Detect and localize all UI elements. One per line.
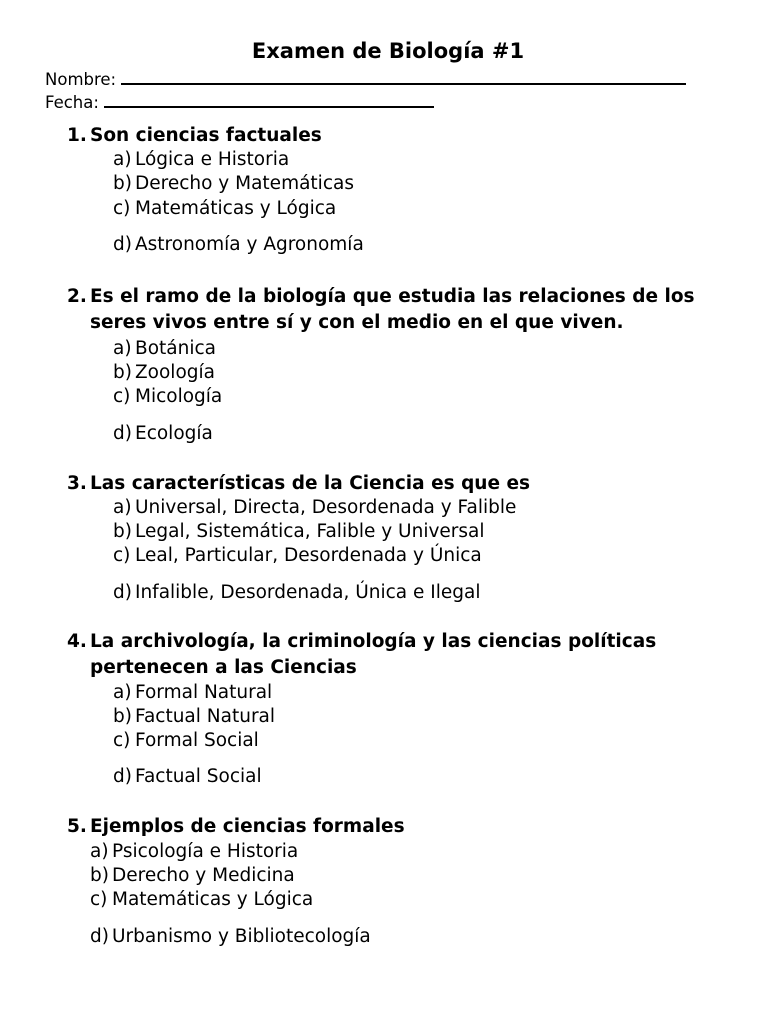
option-letter: b)	[113, 521, 132, 542]
option-text: Matemáticas y Lógica	[112, 889, 314, 910]
question-3	[67, 471, 747, 497]
question-text: Ejemplos de ciencias formales	[90, 816, 405, 837]
option-text: Leal, Particular, Desordenada y Única	[135, 545, 482, 566]
option-letter: d)	[113, 582, 132, 603]
date-label: Fecha:	[45, 93, 99, 112]
name-label: Nombre:	[45, 70, 117, 89]
date-field	[45, 90, 434, 114]
question-number: 4.	[67, 631, 87, 652]
question-5	[67, 814, 747, 840]
option-text: Formal Social	[135, 730, 259, 751]
question-number: 1.	[67, 125, 87, 146]
option-letter: b)	[90, 865, 109, 886]
question-text: Es el ramo de la biología que estudia las relaciones de los seres vivos entre sí y con el medio en el que viven.	[90, 286, 695, 333]
question-number: 2.	[67, 286, 87, 307]
option-text: Matemáticas y Lógica	[135, 198, 337, 219]
option-letter: c)	[113, 386, 131, 407]
option-letter: a)	[113, 338, 132, 359]
question-text: Son ciencias factuales	[90, 125, 322, 146]
option-letter: c)	[113, 198, 131, 219]
option-letter: d)	[113, 423, 132, 444]
option-text: Universal, Directa, Desordenada y Falible	[135, 497, 517, 518]
question-text: Las características de la Ciencia es que es	[90, 473, 531, 494]
question-number: 5.	[67, 816, 87, 837]
option-letter: b)	[113, 706, 132, 727]
option-letter: a)	[113, 682, 132, 703]
option-text: Botánica	[135, 338, 216, 359]
option-text: Astronomía y Agronomía	[135, 234, 364, 255]
option-letter: c)	[113, 730, 131, 751]
option-letter: b)	[113, 362, 132, 383]
option-letter: b)	[113, 173, 132, 194]
option-letter: d)	[113, 766, 132, 787]
option-text: Urbanismo y Bibliotecología	[112, 926, 371, 947]
date-input-line[interactable]	[104, 90, 434, 108]
page-title: Examen de Biología #1	[251, 39, 525, 63]
option-text: Ecología	[135, 423, 213, 444]
option-letter: a)	[113, 149, 132, 170]
option-text: Factual Social	[135, 766, 262, 787]
question-number: 3.	[67, 473, 87, 494]
option-text: Formal Natural	[135, 682, 273, 703]
option-letter: d)	[90, 926, 109, 947]
option-text: Infalible, Desordenada, Única e Ilegal	[135, 582, 481, 603]
question-4	[67, 629, 747, 681]
name-input-line[interactable]	[121, 67, 686, 85]
option-text: Derecho y Matemáticas	[135, 173, 354, 194]
option-letter: d)	[113, 234, 132, 255]
option-text: Psicología e Historia	[112, 841, 299, 862]
option-letter: c)	[90, 889, 108, 910]
option-text: Factual Natural	[135, 706, 276, 727]
option-text: Lógica e Historia	[135, 149, 290, 170]
option-letter: a)	[90, 841, 109, 862]
option-text: Legal, Sistemática, Falible y Universal	[135, 521, 485, 542]
option-text: Micología	[135, 386, 223, 407]
option-letter: c)	[113, 545, 131, 566]
question-text: La archivología, la criminología y las ciencias políticas pertenecen a las Ciencias	[90, 631, 657, 678]
option-letter: a)	[113, 497, 132, 518]
question-2	[67, 284, 747, 336]
name-field	[45, 67, 686, 91]
option-text: Zoología	[135, 362, 215, 383]
question-1	[67, 123, 747, 149]
option-text: Derecho y Medicina	[112, 865, 295, 886]
